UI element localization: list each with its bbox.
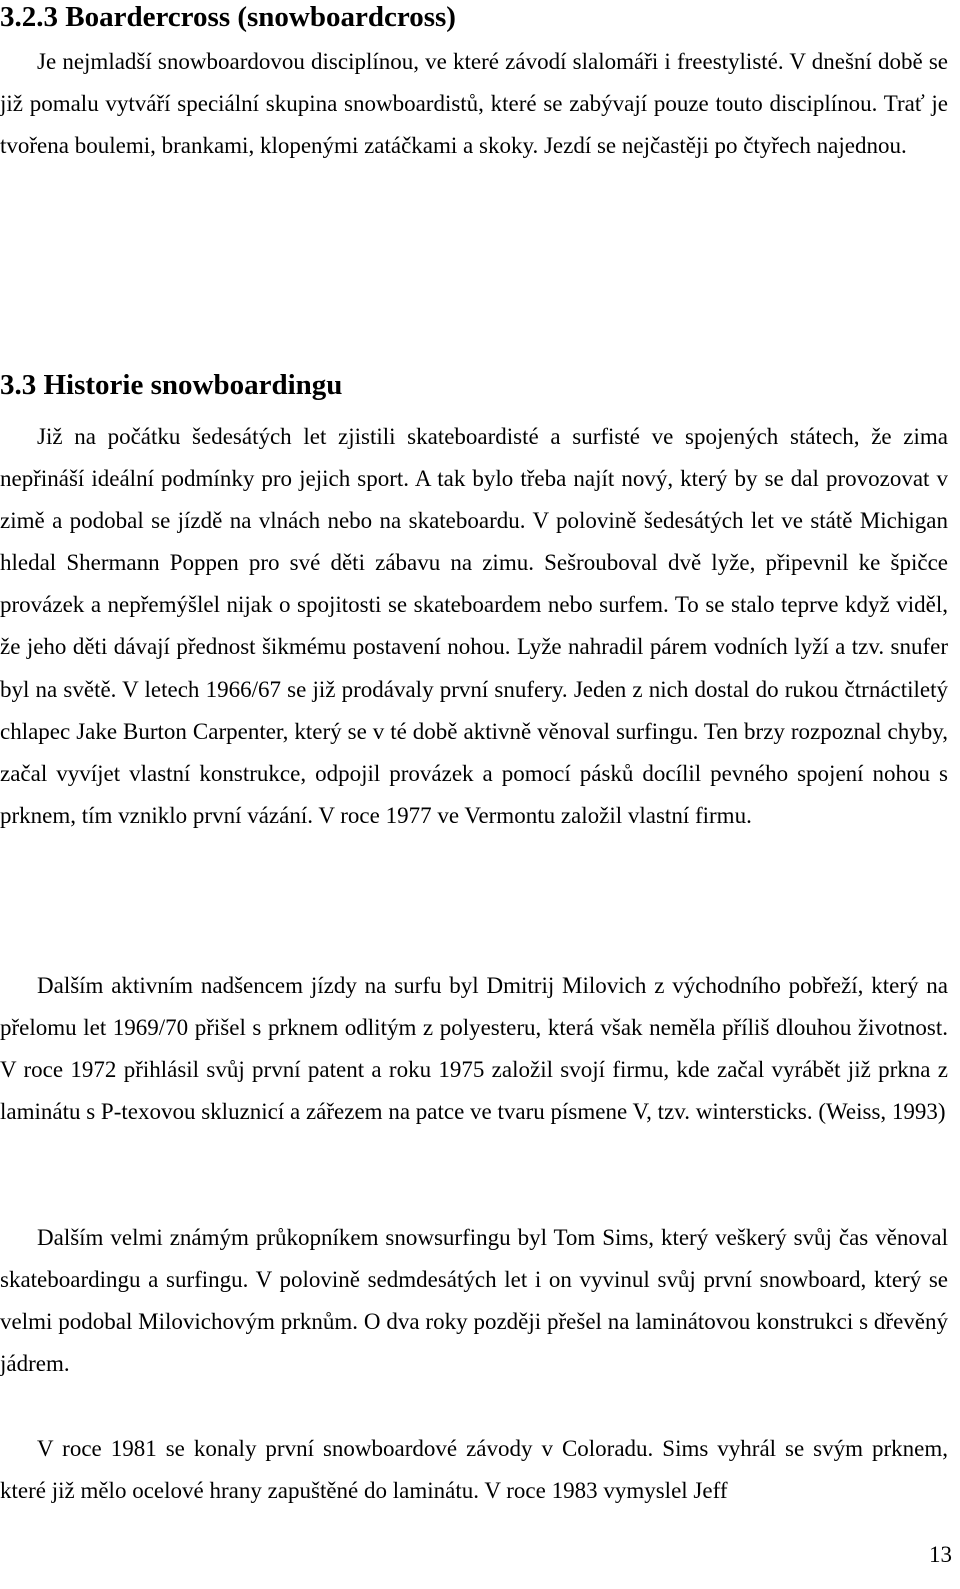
paragraph-historie-2: Dalším aktivním nadšencem jízdy na surfu byl Dmitrij Milovich z východního pobřeží, který na přelomu let 1969/70 přišel s prknem odlitým z polyesteru, která však neměla příliš dlouhou životnost. V roce 1972 přihlásil svůj první patent a roku 1975 založil svojí firmu, kde začal vyrábět již prkna z laminátu s P-texovou skluznicí a zářezem na patce ve tvaru písmene V, tzv. wintersticks. (Weiss, 1993) [0, 973, 948, 1125]
section-heading-boardercross: 3.2.3 Boardercross (snowboardcross) [0, 1, 456, 33]
paragraph-historie-1: Již na počátku šedesátých let zjistili skateboardisté a surfisté ve spojených státech, že zima nepřináší ideální podmínky pro jejich sport. A tak bylo třeba najít nový, který by se dal provozovat v zimě a podobal se jízdě na vlnách nebo na skateboardu. V polovině šedesátých let ve státě Michigan hledal Shermann Poppen pro své děti zábavu na zimu. Sešrouboval dvě lyže, připevnil ke špičce provázek a nepřemýšlel nijak o spojitosti se skateboardem nebo surfem. To se stalo teprve když viděl, že jeho děti dávají přednost šikmému postavení nohou. Lyže nahradil párem vodních lyží a tzv. snufer byl na světě. V letech 1966/67 se již prodávaly první snufery. Jeden z nich dostal do rukou čtrnáctiletý chlapec Jake Burton Carpenter, který se v té době aktivně věnoval surfingu. Ten brzy rozpoznal chyby, začal vyvíjet vlastní konstrukce, odpojil provázek a pomocí pásků docílil pevného spojení nohou s prknem, tím vzniklo první vázání. V roce 1977 ve Vermontu založil vlastní firmu. [0, 424, 948, 828]
paragraph-boardercross: Je nejmladší snowboardovou disciplínou, ve které závodí slalomáři i freestylisté. V dnešní době se již pomalu vytváří speciální skupina snowboardistů, které se zabývají pouze touto disciplínou. Trať je tvořena boulemi, brankami, klopenými zatáčkami a skoky. Jezdí se nejčastěji po čtyřech najednou. [0, 49, 948, 159]
paragraph-historie-3: Dalším velmi známým průkopníkem snowsurfingu byl Tom Sims, který veškerý svůj čas věnoval skateboardingu a surfingu. V polovině sedmdesátých let i on vyvinul svůj první snowboard, který se velmi podobal Milovichovým prknům. O dva roky později přešel na laminátovou konstrukci s dřevěný jádrem. [0, 1225, 948, 1377]
page-number: 13 [929, 1542, 952, 1567]
section-heading-historie: 3.3 Historie snowboardingu [0, 369, 343, 401]
paragraph-historie-4: V roce 1981 se konaly první snowboardové závody v Coloradu. Sims vyhrál se svým prknem, které již mělo ocelové hrany zapuštěné do laminátu. V roce 1983 vymyslel Jeff [0, 1436, 948, 1504]
